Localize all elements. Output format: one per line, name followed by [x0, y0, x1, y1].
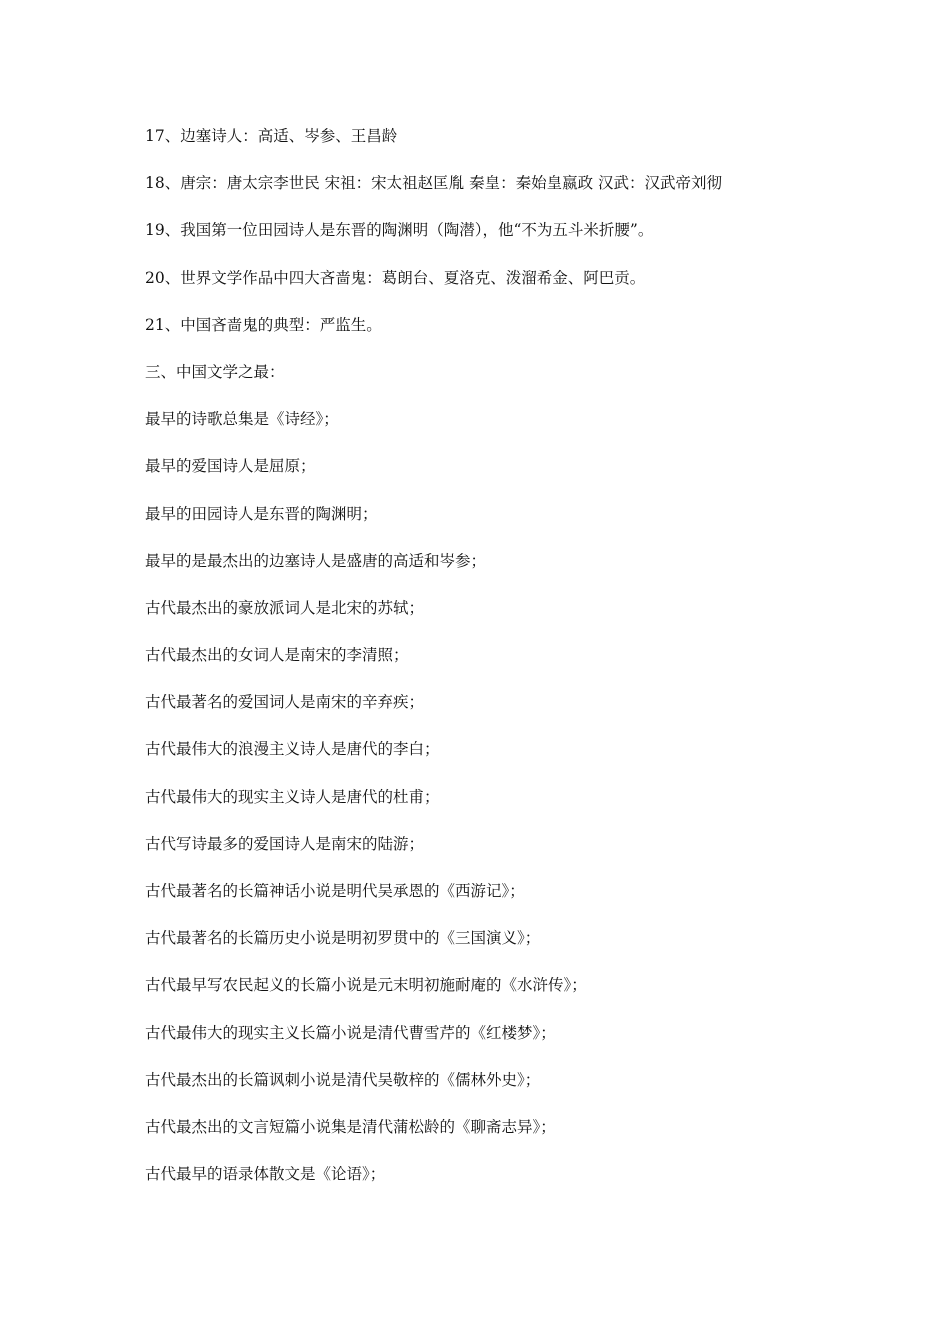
list-item: 古代最杰出的女词人是南宋的李清照； [145, 646, 409, 665]
list-item: 古代最杰出的豪放派词人是北宋的苏轼； [145, 598, 425, 617]
list-item: 古代最杰出的文言短篇小说集是清代蒲松龄的《聊斋志异》； [145, 1117, 556, 1136]
list-item: 21、中国吝啬鬼的典型：严监生。 [145, 315, 382, 334]
list-item: 古代最伟大的现实主义长篇小说是清代曹雪芹的《红楼梦》； [145, 1023, 556, 1042]
section-heading: 三、中国文学之最： [145, 362, 285, 381]
list-item: 最早的田园诗人是东晋的陶渊明； [145, 504, 378, 523]
list-item: 古代最早写农民起义的长篇小说是元末明初施耐庵的《水浒传》； [145, 976, 587, 995]
list-item: 最早的是最杰出的边塞诗人是盛唐的高适和岑参； [145, 551, 487, 570]
document-body [145, 126, 845, 1211]
list-item: 18、唐宗：唐太宗李世民 宋祖：宋太祖赵匡胤 秦皇：秦始皇嬴政 汉武：汉武帝刘彻 [145, 174, 723, 193]
list-item: 古代最著名的长篇神话小说是明代吴承恩的《西游记》； [145, 882, 525, 900]
list-item: 古代最杰出的长篇讽刺小说是清代吴敬梓的《儒林外史》； [145, 1070, 541, 1089]
list-item: 19、我国第一位田园诗人是东晋的陶渊明（陶潜），他“不为五斗米折腰”。 [145, 221, 654, 240]
list-item: 20、世界文学作品中四大吝啬鬼：葛朗台、夏洛克、泼溜希金、阿巴贡。 [145, 268, 646, 287]
list-item: 古代最著名的爱国词人是南宋的辛弃疾； [145, 693, 425, 712]
list-item: 古代最著名的长篇历史小说是明初罗贯中的《三国演义》； [145, 929, 541, 948]
list-item: 古代写诗最多的爱国诗人是南宋的陆游； [145, 834, 425, 853]
list-item: 古代最伟大的现实主义诗人是唐代的杜甫； [145, 787, 440, 806]
list-item: 古代最早的语录体散文是《论语》； [145, 1165, 386, 1184]
list-item: 最早的爱国诗人是屈原； [145, 457, 316, 476]
list-item: 古代最伟大的浪漫主义诗人是唐代的李白； [145, 740, 440, 759]
list-item: 17、边塞诗人：高适、岑参、王昌龄 [145, 127, 398, 145]
list-item: 最早的诗歌总集是《诗经》； [145, 410, 339, 429]
